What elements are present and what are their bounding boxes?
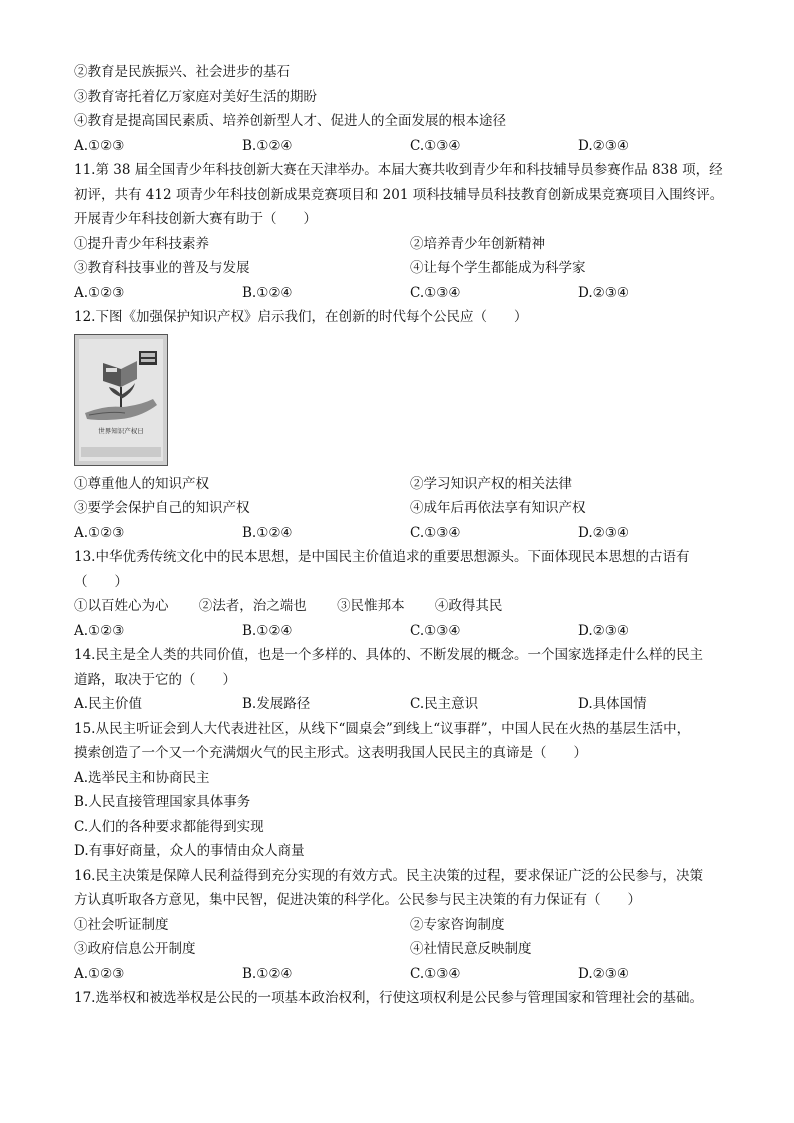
- q12-statement-1: ①尊重他人的知识产权: [74, 475, 209, 492]
- q14-option-a[interactable]: A.民主价值: [74, 696, 143, 712]
- q16-option-c[interactable]: C.①③④: [410, 965, 461, 982]
- q11-option-a[interactable]: A.①②③: [74, 284, 125, 301]
- q14-stem-line-2: 道路，取决于它的（ ）: [74, 671, 236, 688]
- q13-statement-1: ①以百姓心为心: [74, 598, 169, 614]
- q12-statements-row-2: [74, 496, 734, 521]
- statement-3: ③教育寄托着亿万家庭对美好生活的期盼: [74, 88, 317, 105]
- q11-stem-line-2: 初评，共有 412 项青少年科技创新成果竞赛项目和 201 项科技辅导员科技教育创新成果竞赛项目入围终评。: [74, 186, 724, 203]
- question-14: [74, 643, 734, 717]
- q15-option-b[interactable]: B.人民直接管理国家具体事务: [74, 794, 251, 810]
- q12-option-c[interactable]: C.①③④: [410, 524, 461, 541]
- q13-stem-line-1: 13.中华优秀传统文化中的民本思想，是中国民主价值追求的重要思想源头。下面体现民本思想的古语有: [74, 549, 690, 565]
- q13-statement-4: ④政得其民: [434, 598, 503, 614]
- q12-options: [74, 521, 734, 546]
- q13-statements: [74, 594, 734, 619]
- q11-statements-row-1: [74, 232, 734, 257]
- q15-option-c[interactable]: C.人们的各种要求都能得到实现: [74, 818, 264, 835]
- q14-option-c[interactable]: C.民主意识: [410, 696, 479, 712]
- question-11: [74, 158, 734, 305]
- answer-options: [74, 134, 734, 159]
- q14-option-d[interactable]: D.具体国情: [578, 696, 647, 712]
- q12-statement-4: ④成年后再依法享有知识产权: [410, 500, 586, 516]
- q16-options: [74, 962, 734, 987]
- q12-option-d[interactable]: D.②③④: [578, 524, 629, 541]
- q12-option-a[interactable]: A.①②③: [74, 524, 125, 541]
- exam-page: [74, 60, 734, 1011]
- q12-statement-2: ②学习知识产权的相关法律: [410, 475, 572, 492]
- question-12: [74, 305, 734, 545]
- statement-4: ④教育是提高国民素质、培养创新型人才、促进人的全面发展的根本途径: [74, 113, 506, 129]
- q17-stem-line-1: 17.选举权和被选举权是公民的一项基本政治权利，行使这项权利是公民参与管理国家和管理社会的基础。: [74, 990, 703, 1006]
- q16-statements-row-2: [74, 937, 734, 962]
- q11-statement-2: ②培养青少年创新精神: [410, 235, 545, 252]
- q11-stem-line-1: 11.第 38 届全国青少年科技创新大赛在天津举办。本届大赛共收到青少年和科技辅导员参赛作品 838 项，经: [74, 162, 723, 178]
- statement-2: ②教育是民族振兴、社会进步的基石: [74, 64, 290, 80]
- q13-option-c[interactable]: C.①③④: [410, 622, 461, 639]
- question-16: [74, 864, 734, 987]
- option-a[interactable]: A.①②③: [74, 137, 125, 154]
- q12-option-b[interactable]: B.①②④: [242, 524, 293, 541]
- q12-statements-row-1: [74, 472, 734, 497]
- q11-option-b[interactable]: B.①②④: [242, 284, 293, 301]
- q15-option-a[interactable]: A.选举民主和协商民主: [74, 769, 210, 786]
- q11-option-d[interactable]: D.②③④: [578, 284, 629, 301]
- option-b[interactable]: B.①②④: [242, 137, 293, 154]
- q13-statement-2: ②法者，治之端也: [198, 598, 307, 614]
- q14-option-b[interactable]: B.发展路径: [242, 696, 311, 712]
- q11-options: [74, 281, 734, 306]
- q11-statement-4: ④让每个学生都能成为科学家: [410, 260, 586, 276]
- q16-stem-line-1: 16.民主决策是保障人民利益得到充分实现的有效方式。民主决策的过程，要求保证广泛的公民参与，决策: [74, 867, 703, 884]
- option-c[interactable]: C.①③④: [410, 137, 461, 154]
- q13-options: [74, 619, 734, 644]
- q12-statement-3: ③要学会保护自己的知识产权: [74, 500, 250, 516]
- q16-option-b[interactable]: B.①②④: [242, 965, 293, 982]
- q11-stem-line-3: 开展青少年科技创新大赛有助于（ ）: [74, 211, 317, 227]
- q16-statement-1: ①社会听证制度: [74, 916, 169, 933]
- q13-option-b[interactable]: B.①②④: [242, 622, 293, 639]
- q15-stem-line-2: 摸索创造了一个又一个充满烟火气的民主形式。这表明我国人民民主的真谛是（ ）: [74, 745, 587, 761]
- q11-statement-3: ③教育科技事业的普及与发展: [74, 260, 250, 276]
- q16-option-d[interactable]: D.②③④: [578, 965, 629, 982]
- q14-stem-line-1: 14.民主是全人类的共同价值，也是一个多样的、具体的、不断发展的概念。一个国家选择走什么样的民主: [74, 647, 703, 663]
- ip-protection-poster: [74, 334, 168, 466]
- poster-illustration: [75, 335, 167, 465]
- q13-option-d[interactable]: D.②③④: [578, 622, 629, 639]
- q16-option-a[interactable]: A.①②③: [74, 965, 125, 982]
- q15-option-d[interactable]: D.有事好商量，众人的事情由众人商量: [74, 843, 305, 859]
- q11-statement-1: ①提升青少年科技素养: [74, 235, 209, 252]
- q13-option-a[interactable]: A.①②③: [74, 622, 125, 639]
- q16-stem-line-2: 方认真听取各方意见，集中民智，促进决策的科学化。公民参与民主决策的有力保证有（ ）: [74, 892, 641, 908]
- q16-statement-4: ④社情民意反映制度: [410, 941, 532, 957]
- question-15: [74, 717, 734, 864]
- q12-stem: 12.下图《加强保护知识产权》启示我们，在创新的时代每个公民应（ ）: [74, 309, 528, 325]
- question-13: [74, 545, 734, 643]
- q13-stem-line-2: （ ）: [74, 573, 128, 590]
- q11-statements-row-2: [74, 256, 734, 281]
- q13-statement-3: ③民惟邦本: [337, 598, 405, 614]
- q16-statement-2: ②专家咨询制度: [410, 916, 505, 933]
- option-d[interactable]: D.②③④: [578, 137, 629, 154]
- q16-statements-row-1: [74, 913, 734, 938]
- q14-options: [74, 692, 734, 717]
- q11-option-c[interactable]: C.①③④: [410, 284, 461, 301]
- poster-caption: 世界知识产权日: [98, 426, 144, 435]
- question-17: [74, 986, 734, 1011]
- q16-statement-3: ③政府信息公开制度: [74, 941, 196, 957]
- q15-stem-line-1: 15.从民主听证会到人大代表进社区，从线下“圆桌会”到线上“议事群”，中国人民在火热的基层生活中，: [74, 720, 691, 737]
